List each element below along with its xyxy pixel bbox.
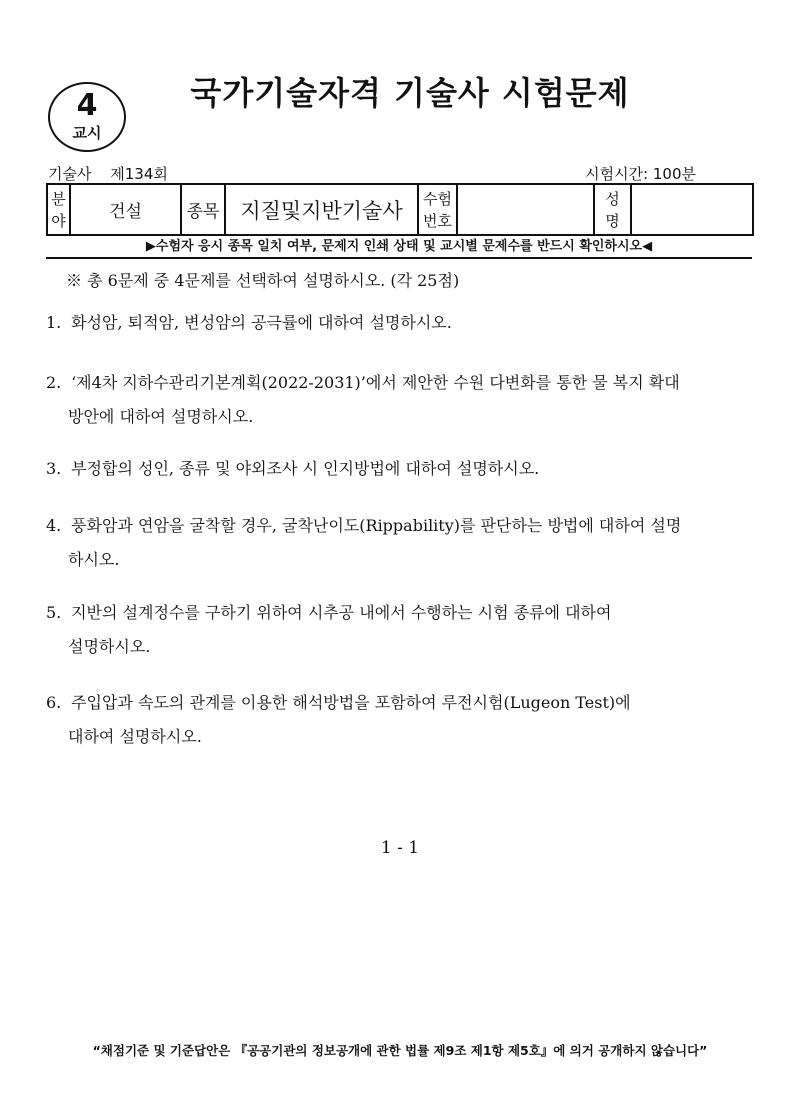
question-text-continued: 하시오. — [68, 550, 120, 569]
question-item — [46, 509, 752, 577]
session-label: 교시 — [72, 124, 102, 142]
session-badge — [48, 82, 126, 152]
instruction-text: ※ 총 6문제 중 4문제를 선택하여 설명하시오. (각 25점) — [66, 271, 460, 290]
question-text: ‘제4차 지하수관리기본계획(2022-2031)’에서 제안한 수원 다변화를 통한 물 복지 확대 — [71, 373, 680, 392]
question-text-continued: 설명하시오. — [68, 637, 151, 656]
page-number: 1 - 1 — [380, 838, 420, 858]
notice-banner: ▶수험자 응시 종목 일치 여부, 문제지 인쇄 상태 및 교시별 문제수를 반드시 확인하시오◀ — [46, 237, 752, 259]
question-text: 주입압과 속도의 관계를 이용한 해석방법을 포함하여 루전시험(Lugeon Test)에 — [71, 693, 631, 712]
question-item — [46, 452, 752, 486]
field-label: 분 야 — [47, 184, 70, 235]
info-table — [46, 183, 754, 236]
question-item — [46, 366, 752, 434]
exam-round: 제134회 — [110, 165, 168, 183]
exam-meta — [48, 163, 168, 184]
item-value: 지질및지반기술사 — [225, 184, 418, 235]
item-label: 종목 — [181, 184, 225, 235]
exam-number-field[interactable] — [457, 184, 594, 235]
page-title: 국가기술자격 기술사 시험문제 — [190, 74, 630, 112]
exam-category: 기술사 — [48, 165, 92, 183]
name-field[interactable] — [631, 184, 753, 235]
question-item — [46, 596, 752, 664]
exam-time: 시험시간: 100분 — [585, 165, 696, 183]
question-number: 2. — [46, 373, 62, 392]
footer-disclaimer: “채점기준 및 기준답안은 『공공기관의 정보공개에 관한 법률 제9조 제1항 제5호』에 의거 공개하지 않습니다” — [92, 1043, 708, 1058]
question-text: 풍화암과 연암을 굴착할 경우, 굴착난이도(Rippability)를 판단하는 방법에 대하여 설명 — [71, 516, 682, 535]
question-text: 지반의 설계정수를 구하기 위하여 시추공 내에서 수행하는 시험 종류에 대하여 — [71, 603, 612, 622]
question-number: 3. — [46, 459, 62, 478]
question-number: 1. — [46, 313, 62, 332]
question-number: 5. — [46, 603, 62, 622]
question-number: 6. — [46, 693, 62, 712]
question-text-continued: 대하여 설명하시오. — [68, 727, 202, 746]
question-text: 부정합의 성인, 종류 및 야외조사 시 인지방법에 대하여 설명하시오. — [71, 459, 540, 478]
question-text: 화성암, 퇴적암, 변성암의 공극률에 대하여 설명하시오. — [71, 313, 452, 332]
question-item — [46, 306, 752, 340]
field-value: 건설 — [70, 184, 181, 235]
question-number: 4. — [46, 516, 62, 535]
session-number: 4 — [76, 88, 98, 123]
question-text-continued: 방안에 대하여 설명하시오. — [68, 407, 254, 426]
exam-number-label: 수험 번호 — [418, 184, 457, 235]
name-label: 성 명 — [594, 184, 631, 235]
question-item — [46, 686, 752, 754]
